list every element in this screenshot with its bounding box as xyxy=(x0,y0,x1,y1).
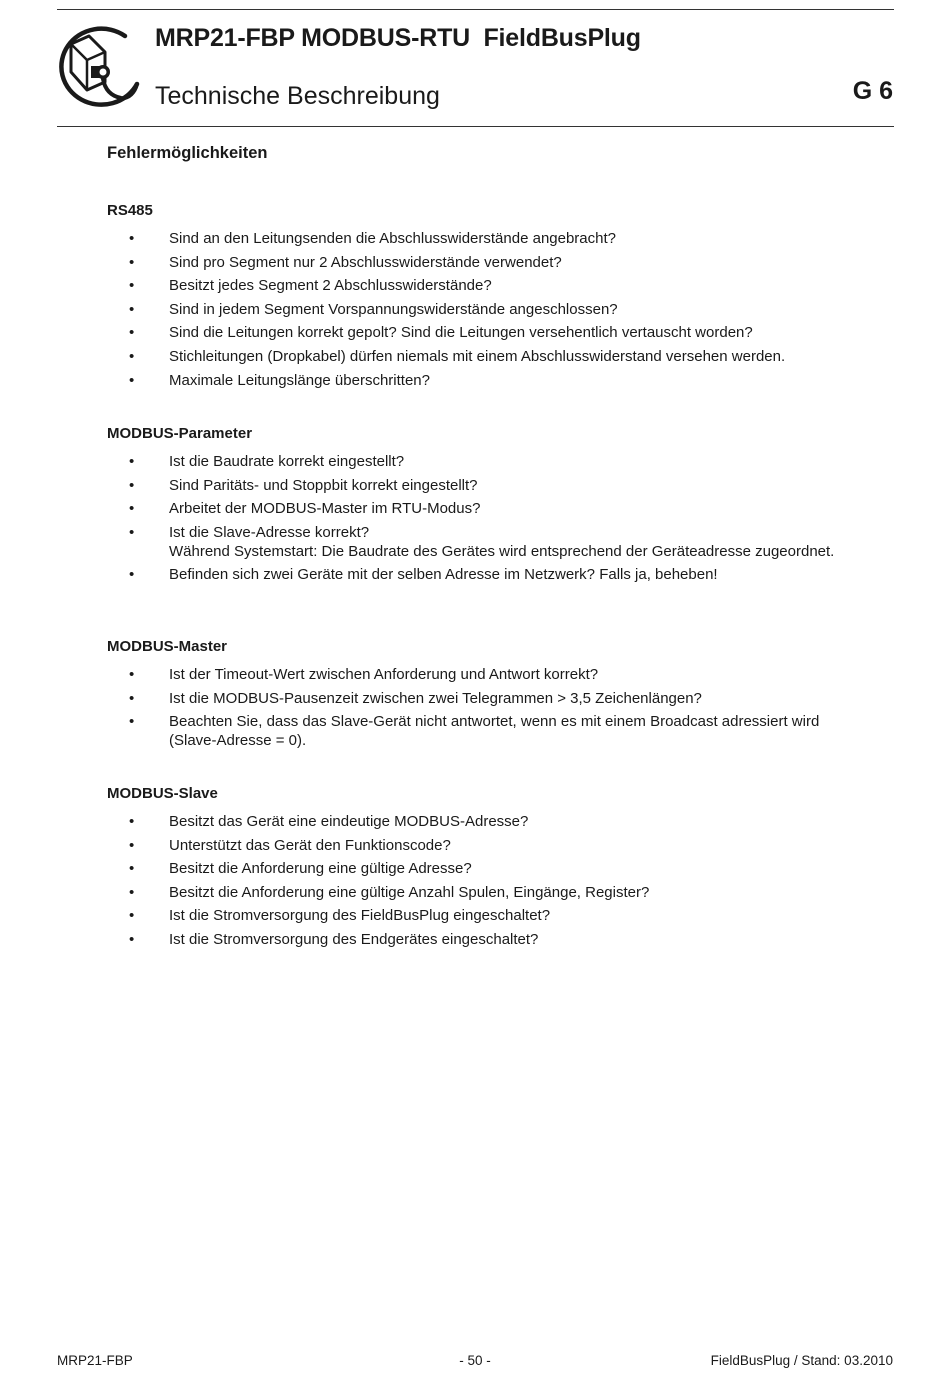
bullet-list xyxy=(107,665,837,750)
bullet-icon: • xyxy=(129,813,135,830)
list-item-text: Sind an den Leitungsenden die Abschlusswiderstände angebracht? xyxy=(169,230,616,247)
header-bottom-rule xyxy=(57,126,894,127)
list-item-text: Befinden sich zwei Geräte mit der selben Adresse im Netzwerk? Falls ja, beheben! xyxy=(169,566,718,584)
bullet-icon: • xyxy=(129,300,135,318)
bullet-icon: • xyxy=(129,860,135,878)
bullet-icon: • xyxy=(129,713,135,731)
section-heading: MODBUS-Parameter xyxy=(107,425,253,442)
list-item xyxy=(107,665,837,684)
list-item xyxy=(107,300,837,319)
list-item-text: Sind pro Segment nur 2 Abschlusswiderstände verwendet? xyxy=(169,253,562,271)
list-item-text: Sind Paritäts- und Stoppbit korrekt eingestellt? xyxy=(169,476,478,494)
document-subtitle: Technische Beschreibung xyxy=(155,82,440,110)
bullet-icon: • xyxy=(129,476,135,494)
list-item-text: Besitzt das Gerät eine eindeutige MODBUS-Adresse? xyxy=(169,813,529,830)
list-item-text: Stichleitungen (Dropkabel) dürfen niemals mit einem Abschlusswiderstand versehen werden. xyxy=(169,347,786,365)
list-item-text: Beachten Sie, dass das Slave-Gerät nicht antwortet, wenn es mit einem Broadcast adressiert wird (Slave-Adresse = 0). xyxy=(169,713,820,750)
bullet-icon: • xyxy=(129,523,135,541)
list-item xyxy=(107,253,837,272)
list-item xyxy=(107,323,837,342)
section-modbus-slave xyxy=(107,785,837,954)
list-item-text: Ist die Baudrate korrekt eingestellt? xyxy=(169,453,405,470)
list-item xyxy=(107,836,837,855)
footer-edition: FieldBusPlug / Stand: 03.2010 xyxy=(710,1353,893,1368)
bullet-icon: • xyxy=(129,836,135,854)
list-item-text: Arbeitet der MODBUS-Master im RTU-Modus? xyxy=(169,500,481,518)
bullet-icon: • xyxy=(129,347,135,365)
bullet-icon: • xyxy=(129,453,135,470)
bullet-icon: • xyxy=(129,277,135,295)
list-item xyxy=(107,883,837,902)
list-item-text: Ist die Slave-Adresse korrekt? xyxy=(169,523,370,541)
list-item xyxy=(107,812,837,831)
list-item xyxy=(107,906,837,925)
section-heading: MODBUS-Slave xyxy=(107,785,218,802)
list-item-text: Sind in jedem Segment Vorspannungswiderstände angeschlossen? xyxy=(169,300,618,318)
list-item xyxy=(107,347,837,366)
bullet-list xyxy=(107,812,837,949)
bullet-icon: • xyxy=(129,907,135,925)
list-item xyxy=(107,565,837,584)
footer-page-number: - 50 - xyxy=(459,1353,491,1368)
section-modbus-master xyxy=(107,638,837,755)
footer-document-id: MRP21-FBP xyxy=(57,1353,133,1368)
bullet-icon: • xyxy=(129,230,135,247)
list-item xyxy=(107,371,837,390)
bullet-icon: • xyxy=(129,324,135,342)
list-item xyxy=(107,229,837,248)
bullet-icon: • xyxy=(129,371,135,389)
list-item xyxy=(107,452,837,471)
bullet-icon: • xyxy=(129,930,135,948)
list-item xyxy=(107,276,837,295)
section-heading: MODBUS-Master xyxy=(107,638,228,655)
section-modbus-parameter xyxy=(107,425,837,589)
section-rs485 xyxy=(107,202,837,394)
list-item-text: Ist die Stromversorgung des Endgerätes eingeschaltet? xyxy=(169,930,539,948)
bullet-icon: • xyxy=(129,883,135,901)
document-title: MRP21-FBP MODBUS-RTU FieldBusPlug xyxy=(155,24,641,52)
section-heading: RS485 xyxy=(107,202,153,219)
list-item xyxy=(107,523,837,561)
list-item xyxy=(107,859,837,878)
list-item xyxy=(107,689,837,708)
list-item xyxy=(107,930,837,949)
list-item-text: Besitzt die Anforderung eine gültige Adresse? xyxy=(169,860,472,878)
bullet-icon: • xyxy=(129,500,135,518)
list-item-text: Besitzt jedes Segment 2 Abschlusswiderstände? xyxy=(169,277,492,295)
bullet-icon: • xyxy=(129,666,135,683)
bullet-list xyxy=(107,229,837,390)
list-item-text: Sind die Leitungen korrekt gepolt? Sind die Leitungen versehentlich vertauscht worden? xyxy=(169,324,753,342)
bullet-list xyxy=(107,452,837,584)
list-item xyxy=(107,476,837,495)
bullet-icon: • xyxy=(129,566,135,584)
list-item xyxy=(107,499,837,518)
section-code: G 6 xyxy=(852,77,893,105)
bullet-icon: • xyxy=(129,689,135,707)
list-item xyxy=(107,712,837,750)
list-item-text: Unterstützt das Gerät den Funktionscode? xyxy=(169,836,451,854)
list-item-text: Maximale Leitungslänge überschritten? xyxy=(169,371,430,389)
list-item-note: Während Systemstart: Die Baudrate des Gerätes wird entsprechend der Geräteadresse zugeordnet. xyxy=(169,542,835,560)
header-top-rule xyxy=(57,9,894,10)
bullet-icon: • xyxy=(129,253,135,271)
fieldbusplug-device-logo-icon xyxy=(55,26,141,110)
list-item-text: Ist die MODBUS-Pausenzeit zwischen zwei Telegrammen > 3,5 Zeichenlängen? xyxy=(169,689,702,707)
list-item-text: Ist die Stromversorgung des FieldBusPlug eingeschaltet? xyxy=(169,907,551,925)
list-item-text: Ist der Timeout-Wert zwischen Anforderung und Antwort korrekt? xyxy=(169,666,599,683)
list-item-text: Besitzt die Anforderung eine gültige Anzahl Spulen, Eingänge, Register? xyxy=(169,883,650,901)
page-heading: Fehlermöglichkeiten xyxy=(107,144,268,162)
